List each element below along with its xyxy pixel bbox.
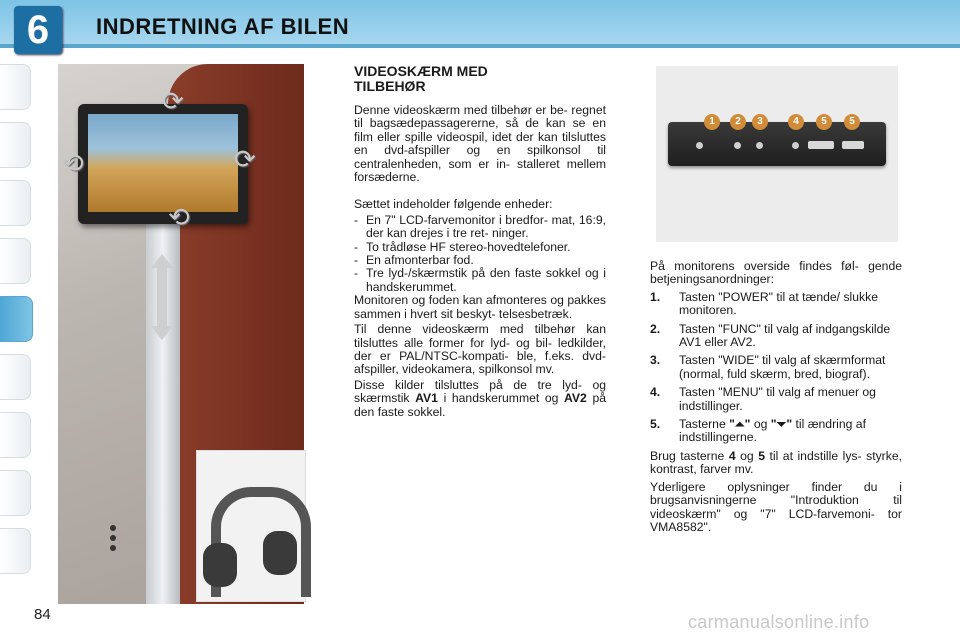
- up-down-button[interactable]: [808, 141, 834, 149]
- intro-paragraph: Denne videoskærm med tilbehør er be- regnet til bagsædepassagererne, så de kan se en film eller spille videospil, idet der kan tilsluttes en dvd-afspiller og en spilkonsol til centralenheden, som er in- stalleret mellem forsæderne.: [354, 103, 606, 185]
- rotate-arrow-icon: ⟳: [234, 144, 256, 174]
- button-label-1: 1: [704, 114, 720, 130]
- page-title: INDRETNING AF BILEN: [96, 14, 350, 39]
- button-label-3: 3: [752, 114, 768, 130]
- more-info-paragraph: Yderligere oplysninger finder du i brugsanvisningerne "Introduktion til videoskærm" og "7" LCD-farvemoni- tor VMA8582".: [650, 479, 902, 534]
- list-item: - Tre lyd-/skærmstik på den faste sokkel og i handskerummet.: [354, 266, 606, 294]
- height-adjust-arrow-icon: [151, 254, 173, 344]
- headphone-cup: [263, 531, 297, 575]
- chapter-tab-6-active[interactable]: [0, 296, 33, 342]
- controls-intro: På monitorens overside findes føl- gende betjeningsanordninger:: [650, 259, 902, 287]
- sources-paragraph: Disse kilder tilsluttes på de tre lyd- og skærmstik AV1 i handskerummet og AV2 på den faste sokkel.: [354, 377, 607, 419]
- func-button[interactable]: [734, 142, 741, 149]
- up-key-icon: "⏶": [729, 417, 751, 432]
- button-label-2: 2: [730, 114, 746, 130]
- rotate-arrow-icon: ⟲: [62, 148, 84, 178]
- down-key-icon: "⏷": [770, 417, 793, 432]
- list-item: - En afmonterbar fod.: [354, 253, 474, 268]
- controls-text-column: [650, 260, 902, 538]
- headphones-photo: [196, 450, 306, 602]
- header-shadow: [0, 44, 960, 48]
- units-intro: Sættet indeholder følgende enheder:: [354, 197, 553, 212]
- brightness-paragraph: Brug tasterne 4 og 5 til at indstille lys- styrke, kontrast, farver mv.: [650, 448, 902, 477]
- button-label-5b: 5: [844, 114, 860, 130]
- av2-label: AV2: [564, 391, 587, 406]
- monitor-screen: [88, 114, 238, 212]
- chapter-tab-3[interactable]: [0, 180, 31, 226]
- chapter-tab-2[interactable]: [0, 122, 31, 168]
- connect-paragraph: Til denne videoskærm med tilbehør kan tilsluttes alle former for lyd- og bil- ledkilder, der er PAL/NTSC-kompati- ble, f.eks. dvd-afspiller, videokamera, spilkonsol mv.: [354, 322, 606, 377]
- av-sockets: [104, 522, 124, 556]
- monitor-control-panel: [668, 116, 886, 166]
- watermark: carmanualsonline.info: [688, 612, 870, 632]
- av1-label: AV1: [415, 391, 438, 406]
- list-item: 2. Tasten "FUNC" til valg af indgangskilde AV1 eller AV2.: [650, 321, 891, 350]
- list-item: - En 7" LCD-farvemonitor i bredfor- mat, 16:9, der kan drejes i tre ret- ninger.: [354, 212, 606, 241]
- chapter-tab-8[interactable]: [0, 412, 31, 458]
- rotate-arrow-icon: ⟳: [162, 86, 184, 116]
- chapter-tab-10[interactable]: [0, 528, 31, 574]
- list-item: 1. Tasten "POWER" til at tænde/ slukke monitoren.: [650, 289, 878, 318]
- chapter-tab-9[interactable]: [0, 470, 31, 516]
- main-text-column: [354, 64, 606, 421]
- power-button[interactable]: [696, 142, 703, 149]
- headphone-cup: [203, 543, 237, 587]
- button-label-5: 5: [816, 114, 832, 130]
- chapter-tab-1[interactable]: [0, 64, 31, 110]
- button-label-4: 4: [788, 114, 804, 130]
- section-title: VIDEOSKÆRM MED TILBEHØR: [354, 63, 488, 94]
- control-panel-photo: [656, 66, 898, 242]
- chapter-tab-4[interactable]: [0, 238, 31, 284]
- page-number: 84: [34, 606, 51, 623]
- pack-paragraph: Monitoren og foden kan afmonteres og pakkes sammen i hvert sit beskyt- telsesbetræk.: [354, 293, 606, 321]
- wide-button[interactable]: [756, 142, 763, 149]
- rotate-arrow-icon: ⟲: [168, 202, 190, 232]
- list-item: 3. Tasten "WIDE" til valg af skærmformat (normal, fuld skærm, bred, biograf).: [650, 353, 886, 381]
- list-item: 4. Tasten "MENU" til valg af menuer og indstillinger.: [650, 385, 876, 413]
- menu-button[interactable]: [792, 142, 799, 149]
- list-item: - To trådløse HF stereo-hovedtelefoner.: [354, 239, 571, 254]
- list-item: 5. Tasterne "⏶" og "⏷" til ændring af indstillingerne.: [650, 417, 866, 445]
- chapter-tab-7[interactable]: [0, 354, 31, 400]
- adjust-button[interactable]: [842, 141, 864, 149]
- lcd-monitor: [78, 104, 248, 224]
- chapter-badge: 6: [14, 6, 62, 54]
- chapter-tabs: [0, 64, 34, 576]
